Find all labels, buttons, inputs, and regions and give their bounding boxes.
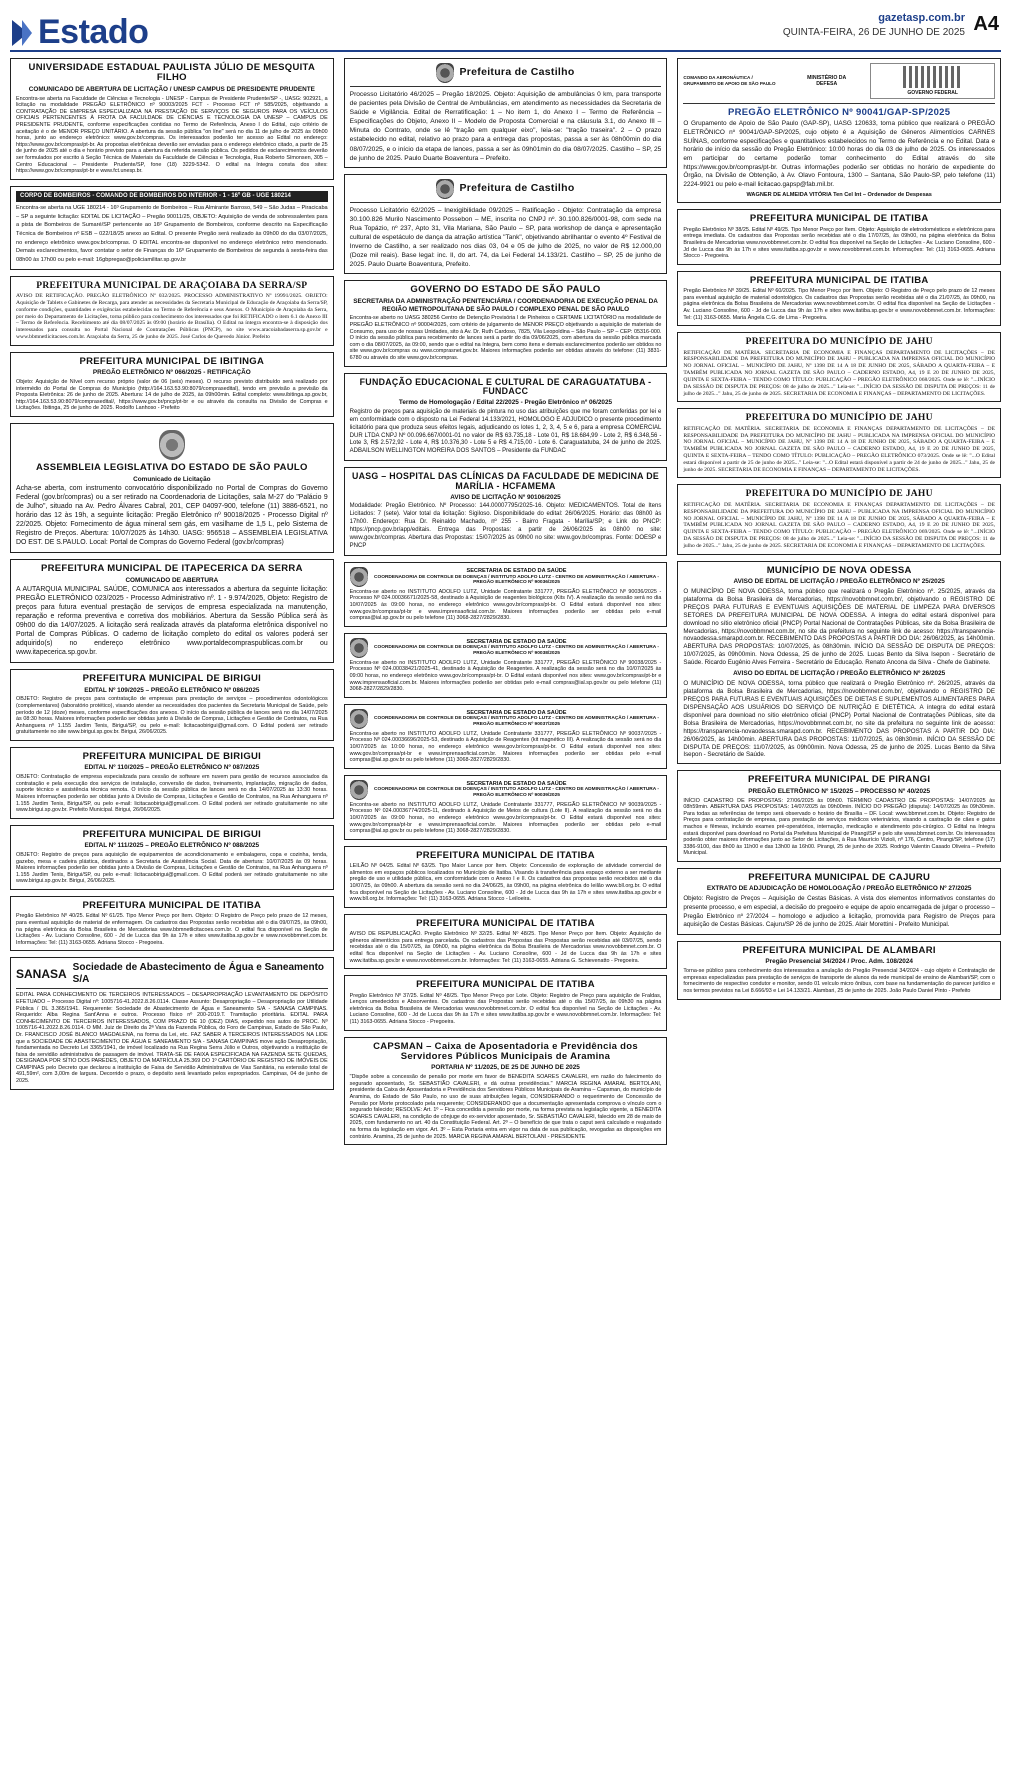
- notice-header: [350, 709, 662, 729]
- legal-notice: [344, 373, 668, 462]
- government-seal: [870, 63, 995, 99]
- notice-title: Prefeitura de Castilho: [459, 181, 575, 194]
- section-title: Estado: [38, 13, 149, 51]
- notice-header: [683, 63, 995, 104]
- notice-body: Encontra-se aberta na UGE 180214 - 16º Grupamento de Bombeiros – Rua Almirante Barroso, 549 – São Judas – Piracicaba – SP a seguinte licitação: EDITAL DE LICITAÇÃO – Pregão 90011/25, OBJETO: Aquisição de venda de sobressalentes para a pista de Bombeiros de Sumaré/SP pertencente ao 16º Grupamento de Bombeiros, conforme descrito na Especificação Técnica de Bombeiros nº ESB – 022/18/25 anexo ao Edital. O presente Pregão será realizado às 09h00 do dia 03/07/2025, no endereço eletrônico www.gov.br/compras. O EDITAL encontra-se disponível no endereço eletrônico retro mencionado. Demais esclarecimentos, favor contatar o setor de Finanças do 16º Grupamento de Bombeiros de segunda à sexta-feira das 08h00 às 17h00 ou pelo e-mail: 16gbpregao@policiamilitar.sp.gov.br: [16, 205, 328, 264]
- notice-body: Encontra-se aberto no INSTITUTO ADOLFO LUTZ, Unidade Contratante 331777, PREGÃO ELETRÔNICO Nº 90036/2025 - Processo Nº 024.00036671/2025-58, destinado à Aquisição de reagentes biológicos (Kits IV). A realização da sessão será no dia 10/07/2025 às 09:00 horas, no endereço eletrônico www.gov.br/compras/pt-br. O Edital estará disponível nos sites: www.gov.br/compras/pt-br e www.imprensaoficial.com.br. Maiores informações poderão ser obtidas pelo e-mail compras@ial.sp.gov.br ou pelo telefone (11) 3068-2827/2829/2830.: [349, 588, 662, 622]
- notice-body: Pregão Eletrônico Nº 38/25. Edital Nº 49/25. Tipo Menor Preço por Item. Objeto: Aquisição de eletrodomésticos e eletrônicos para entrega imediata. Os cadastros das Propostas serão recebidas até o dia 17/07/25, às 09h00, na página eletrônica da Bolsa Brasileira de Mercadorias www.novobbmnet.com.br. O edital fica disponível na Seção de Licitações - Av. Luciano Consoline, 600 - Jd de Lucca das 9h às 17h e sites www.itatiba.sp.gov.br e www.novobbmnet.com.br. Informações: Tel: (11) 3163-0655. Adriana Stocco - Pregoeira.: [683, 226, 996, 260]
- legal-notice: [344, 975, 668, 1030]
- notice-title: PREGÃO ELETRÔNICO Nº 90041/GAP-SP/2025: [728, 107, 951, 118]
- notice-heading: [372, 710, 662, 727]
- notice-title: PREFEITURA MUNICIPAL DE ITATIBA: [416, 917, 595, 929]
- state-crest-icon: [350, 709, 368, 729]
- notice-body: "Dispõe sobre a concessão de pensão por morte em favor de BENEDITA SOARES CAVALERI, em razão do falecimento do segurado aposentado, Sr. SEBASTIÃO CAVALERI, e dá outras providências." MARCIA REGINA AMARAL BERTOLANI, presidente da Caixa de Aposentadoria e Previdência dos Servidores Públicos Municipais de Aramina – Capsman, do município de Aramina, do Estado de São Paulo, no uso de suas atribuições legais, CONSIDERANDO o requerimento de Concessão de Pensão por Morte protocolado pela requerente; CONSIDERANDO que a documentação apresentada comprova o vínculo com o segurado falecido; RESOLVE: Art. 1º – Fica concedida a pensão por morte, na forma prevista na legislação vigente, a BENEDITA SOARES CAVALERI, na condição de cônjuge do ex-servidor aposentado, Sr. SEBASTIÃO CAVALERI, falecido em 28 de maio de 2025, com fundamento no art. 40 da Constituição Federal. Art. 2º – O benefício de que trata o caput será calculado e reajustado na forma da legislação em vigor. Art. 3º – Esta Portaria entra em vigor na data de sua publicação, revogadas as disposições em contrário. Aramina, 25 de junho de 2025. MARCIA REGINA AMARAL BERTOLANI - PRESIDENTE: [349, 1074, 662, 1140]
- notice-body: Torna-se público para conhecimento dos interessados a anulação do Pregão Presencial 34/2024 - cujo objeto é Contratação de empresas especializadas para prestação de serviços de transporte de alunos da rede municipal de ensino de Alambari/SP, com o fornecimento de respectivo condutor e monitor, sendo 01 veículo micro ônibus, com base na fundamentação do parecer jurídico e nos termos previstos na Lei 8.666/93 e Lei 14.133/21. Alambari, 25 de junho de 2025. João Paulo Daniel Pinto - Prefeito: [683, 968, 996, 994]
- notice-title: PREFEITURA MUNICIPAL DE ITAPECERICA DA SERRA: [40, 563, 303, 575]
- notice-body: Acha-se aberta, com instrumento convocatório disponibilizado no Portal de Compras do Governo Federal (gov.br/compras) ou a ser retirado na Coordenadoria de Licitações, sala M-27 do "Palácio 9 de Julho", situado na Av. Pedro Álvares Cabral, 201, CEP 04097-900, telefone (11) 3886-6521, no horário das 12 às 19h, a seguinte licitação: Pregão Eletrônico nº 90018/2025 - Processo Digital nº 22/2025. Objeto: Fornecimento de água mineral sem gás, em vasilhame de 1,5 L, pelo Sistema de Registro de Preços. Abertura: 10/07/2025 às 14h30. UASG: 956518 – ASSEMBLEIA LEGISLATIVA DO EST. DE S.PAULO. Local: Portal de Compras do Governo Federal (gov.br/compras): [16, 485, 328, 547]
- notice-body: Modalidade: Pregão Eletrônico. Nº Processo: 144.00007795/2025-16. Objeto: MEDICAMENTOS. Total de Itens Licitados: 7 (sete). Valor total da licitação: Sigiloso. Disponibilidade do edital: 26/06/2025. Horário: das 08h00 às 17h00. Endereço: Rua Dr. Reinaldo Machado, nº 255 - Bairro Fragata - Marília/SP; e Link do PNCP: https://pncp.gov.br/app/editais. Entrega das Propostas: a partir de 26/06/2025 às 08h00 no site: www.gov.br/compras. Abertura das Propostas: 15/07/2025 às 09h00 no site: www.gov.br/compras. Fonte: DOESP e PNCP: [349, 503, 662, 549]
- notice-title: ASSEMBLEIA LEGISLATIVA DO ESTADO DE SÃO PAULO: [35, 462, 308, 474]
- notice-body: Encontra-se aberto no UASG 380256 Centro de Detenção Provisória I de Pinheiros o CERTAME LICITATÓRIO na modalidade de PREGÃO ELETRÔNICO nº 90004/2025, com critério de julgamento de MENOR PREÇO objetivando a aquisição de materiais de Consumo, para uso de nossas Unidades, sito à Av. Dr. Ruth Cardoso, 7825, Vila Leopoldina – São Paulo – SP – CEP: 05316-000. O início da sessão pública para recebimento de lances será a partir do dia 09/06/2025, com abertura da sessão pública marcada com o dia 08/07/2025, às 09:00, sendo que o edital na íntegra, bem como itens e demais esclarecimentos poderão ser obtidos no site www.gov.br/compras ou www.comprasnet.gov.br. Maiores informações poderão ser obtidas através do telefone: (11) 3831-6780 ou através do site www.gov.br/compras.: [349, 315, 662, 362]
- notice-title: MUNICÍPIO DE NOVA ODESSA: [766, 564, 912, 576]
- legal-notice: [677, 484, 1001, 554]
- notice-body: A AUTARQUIA MUNICIPAL SAÚDE, COMUNICA aos interessados a abertura da seguinte licitação: PREGÃO ELETRÔNICO 023/2025 - Processo Administrativo nº. 1 - 9.974/2025, Objeto: Registro de preços para futura eventual prestação de serviços de empresa especializada na manutenção, reparação e reforma preventiva e corretiva dos mobiliários. Abertura da Sessão Pública será às 09h00 do dia 14/07/2025. A licitação será realizada através da plataforma eletrônica disponível no Portal de Compras Públicas. O caderno de licitação completo do edital os valores poderá ser adquirido(s) no endereço eletrônico www.portaldecompraspublicas.com.br ou www.itapecerica.sp.gov.br.: [16, 586, 328, 657]
- notice-body: Processo Licitatório 46/2025 – Pregão 18/2025. Objeto: Aquisição de ambulâncias 0 km, para transporte de pacientes pela Divisão de Central de Ambulâncias, em atendimento as necessidades da Secretaria de Saúde e Vigilância. Edital de Rerratificação: 1 – No item 1, do Anexo I – Termo de Referência – Especificações do Objeto, Anexo II – Modelo de Proposta Comercial e na cláusula 3.1, do Anexo III – Minuta do Contrato, onde se lê "tração em qualquer eixo", leia-se: "tração traseira". 2 – O prazo estabelecido no edital, relativo ao prazo para a entrega das propostas, passa a ser às 08h00min do dia 08/07/2025, e o início da etapa de lances, passa a ser às 09h01min do dia 08/07/2025. Castilho – SP, 25 de junho de 2025. Paulo Duarte Boaventura – Prefeito.: [349, 91, 662, 162]
- notice-body: LEILÃO Nº 04/25. Edital Nº 63/25. Tipo Maior Lance por Item. Objeto: Concessão de exploração de atividade comercial de alimentos em espaços públicos localizados no Município de Itatiba. Visando à transferência para espaço externo a ser mediante pregão de uso e utilidade pública, em conformidade com o Anexo I e II. Os cadastros das propostas serão recebidos até o dia 10/07/25, às 09h00. A abertura da sessão será no dia 24/06/25, às 09h00, na página eletrônica do leilão www.bll.org.br. O edital fica disponível na Seção de Licitações - Av. Luciano Consoline, 600 - Jd de Lucca das 9h às 17h e sites www.itatiba.sp.gov.br e www.bll.org.br. Informações: Tel: (11) 3163-0655. Adriana Stocco - Leiloeira.: [349, 863, 662, 903]
- notice-title: UASG – HOSPITAL DAS CLÍNICAS DA FACULDADE DE MEDICINA DE MARÍLIA - HCFAMEMA: [351, 471, 660, 491]
- legal-notice: [677, 58, 1001, 203]
- legal-notice: [10, 825, 334, 890]
- notice-header: [350, 638, 662, 658]
- notice-body: EDITAL PARA CONHECIMENTO DE TERCEIROS INTERESSADOS – DESAPROPRIAÇÃO LEVANTAMENTO DE DEPÓSITO EFETUADO – Processo Digital nº: 1005716-41.2022.8.26.0114. Classe Assunto: Desapropriação – Desapropriação por Utilidade Pública / DL 3.365/1941. Requerente: Sociedade de Abastecimento de Água e Saneamento S/A - SANASA CAMPINAS. Requerido: Alba Regina Sant'Anna e outros. Processo físico nº 200-2019.T. Tramitação prioritária. EDITAL PARA CONHECIMENTO DE TERCEIROS INTERESSADOS, COM PRAZO DE 10 (DEZ) DIAS, expedido nos autos do PROC. Nº 1005716-41.2022.8.26.0114. O MM. Juiz de Direito da 2ª Vara da Fazenda Pública, do Foro de Campinas, Estado de São Paulo, Dr. FRANCISCO JOSÉ BLANCO MAGDALENA, na forma da Lei, etc. FAZ SABER A TERCEIROS INTERESSADOS NA LIDE que a SOCIEDADE DE ABASTECIMENTO DE ÁGUA E SANEAMENTO S/A - SANASA CAMPINAS move ação Desapropriação, fundamentada no Decreto Lei 3365/1941, de imóvel localizado na Rua Regina Serra Júlio e Outros, objetivando a instituição de faixa de servidão administrativa de passagem de imóvel. TRATA-SE DE FAIXA ESPECIFICADA NA FAZENDA SETE QUEDAS, DESIGNADA POR SÍTIO DOS PAREDES, OBJETO DA MATRÍCULA 25.369 DO 1º CARTÓRIO DE REGISTRO DE IMÓVEIS DE CAMPINAS pelo Decreto que declarou a instituição de Faixa de Servidão Administrativa de Vias Sanitária, na extensão total de 491,59m², com 3,00m de largura. Decorrido o prazo, o depósito será levantado pelos expropriados. Campinas, 04 de junho de 2025.: [16, 992, 328, 1085]
- notice-title: PREFEITURA MUNICIPAL DE ITATIBA: [416, 849, 595, 861]
- notice-subtitle: AVISO DE EDITAL DE LICITAÇÃO / PREGÃO ELETRÔNICO Nº 25/2025: [733, 578, 945, 585]
- notice-body-2: O MUNICÍPIO DE NOVA ODESSA, torna público que realizará o Pregão Eletrônico nº. 26/2025, através da plataforma da Bolsa Brasileira de Mercadorias, https://novobbmnet.com.br/, objetivando o REGISTRO DE PREÇOS PARA FUTURAS E EVENTUAIS AQUISIÇÕES DE DIETAS E SUPLEMENTOS ALIMENTARES PARA DISPENSAÇÃO AOS USUÁRIOS DO SERVIÇO DE NUTRIÇÃO E DIETÉTICA. A íntegra do edital estará disponível para download no sítio eletrônico oficial (PNCP) Portal Nacional de Contratações Públicas, site da Bolsa Brasileira de Mercadorias, https://novobbmnet.com.br, no site da prefeitura no seguinte link de acesso: https://transparencia-novaodessa.smarapd.com.br. RECEBIMENTO DAS PROPOSTAS A PARTIR DO DIA: 26/06/2025, às 14h00min. ABERTURA DAS PROPOSTAS: 11/07/2025, às 08h30min. INÍCIO DA SESSÃO DE DISPUTA DE PREÇOS: 11/07/2025, às 09h00min. Nova Odessa, 25 de junho de 2025. Lucas Bento da Silva Isepon - Secretário de Saúde.: [683, 680, 996, 759]
- notice-title: PREFEITURA MUNICIPAL DE CAJURU: [748, 871, 931, 883]
- state-crest-icon: [350, 780, 368, 800]
- column-middle: [344, 58, 668, 1780]
- ministry-name: MINISTÉRIO DA DEFESA: [807, 74, 847, 87]
- notice-subtitle: SECRETARIA DA ADMINISTRAÇÃO PENITENCIÁRIA / COORDENADORIA DE EXECUÇÃO PENAL DA REGIÃO METROPOLITANA DE SÃO PAULO / COMPLEXO PENAL DE SÃO PAULO: [353, 297, 658, 313]
- legal-notice: [344, 704, 668, 769]
- government-label: GOVERNO FEDERAL: [907, 89, 958, 96]
- notice-title: Prefeitura de Castilho: [459, 66, 575, 79]
- notice-body: RETIFICAÇÃO DE MATÉRIA. SECRETARIA DE ECONOMIA E FINANÇAS DEPARTAMENTO DE LICITAÇÕES – DE RESPONSABILIDADE DA PREFEITURA DO MUNICÍPIO DE JAHU – PUBLICADA NA IMPRENSA OFICIAL DO MUNICÍPIO NO JORNAL OFICIAL – MUNICÍPIO DE JAHU, Nº 1398 DE 14 A 18 DE JUNHO DE 2025, SÁBADO A QUARTA-FEIRA – E TAMBÉM PUBLICADA NO JORNAL GAZETA DE SÃO PAULO – CADERNO ESTADO, A4, 19 E 20 DE JUNHO DE 2025, QUINTA E SEXTA-FEIRA – TENDO COMO TÍTULO: PUBLICAÇÃO – PREGÃO ELETRÔNICO 069/2025. Onde se lê: "...INÍCIO DA SESSÃO DE DISPUTA DE PREÇOS: 08 de julho de 2025..." Leia-se: "...INÍCIO DA SESSÃO DE DISPUTA DE PREÇOS: 11 de julho de 2025..." Jahu, 25 de junho de 2025. SECRETARIA DE ECONOMIA E FINANÇAS – DEPARTAMENTO DE LICITAÇÕES.: [683, 501, 996, 549]
- notice-subtitle: EXTRATO DE ADJUDICAÇÃO DE HOMOLOGAÇÃO / PREGÃO ELETRÔNICO Nº 27/2025: [706, 885, 972, 893]
- notice-body: OBJETO: Registro de preços para contratação de empresas para prestação de serviços – procedimentos odontológicos (complementares) (laboratório protético), visando atender as necessidades dos pacientes da Secretaria Municipal de Saúde, pelo período de 12 (doze) meses, conforme especificações dos anexos. O início da sessão pública de lances será no dia 14/07/2025 às 08:30 horas. Maiores informações poderão ser obtidas junto à Divisão de Compras, Licitações e Gestão de Contratos, na Rua Anhanguera nº 1.155 Jardim Tenis, Birigui/SP, ou pelo e-mail: licitacaobirigui@gmail.com. O Edital poderá ser retirado gratuitamente no site www.birigui.sp.gov.br. Birigui, 26/06/2025.: [16, 696, 328, 736]
- notice-header: [350, 567, 662, 587]
- city-crest-icon: [436, 63, 454, 83]
- notice-subtitle: EDITAL Nº 110/2025 – PREGÃO ELETRÔNICO Nº 087/2025: [84, 764, 260, 772]
- notice-subtitle: COMUNICADO DE ABERTURA: [125, 576, 219, 584]
- page-number: A4: [973, 13, 999, 35]
- legal-notice: [10, 352, 334, 417]
- notice-title: GOVERNO DO ESTADO DE SÃO PAULO: [410, 284, 601, 296]
- notice-body: AVISO DE REPUBLICAÇÃO. Pregão Eletrônico Nº 32/25. Edital Nº 48/25. Tipo Menor Preço por Item. Objeto: Aquisição de gêneros alimentícios para entrega parcelada. Os cadastros das Propostas das Propostas serão recebidas até 03/07/25, sendo recebidas até o dia 15/07/25, às 09h00, na página eletrônica da Bolsa Brasileira de Mercadorias www.novobbmnet.com.br. O edital fica disponível na Seção de Licitações - Av. Luciano Consoline, 600 - Jd de Lucca das 9h às 17h e sites www.itatiba.sp.gov.br e www.novobbmnet.com.br. Informações: Tel: (11) 3163-0655. Adriana G. Schievenatto - Pregoeira.: [349, 931, 662, 964]
- notice-title: PREFEITURA MUNICIPAL DE BIRIGUI: [82, 828, 262, 840]
- site-url[interactable]: gazetasp.com.br: [878, 12, 965, 24]
- legal-notice: [10, 423, 334, 553]
- notice-subtitle: COORDENADORIA DE CONTROLE DE DOENÇAS / INSTITUTO ADOLFO LUTZ - CENTRO DE ADMINISTRAÇÃO / ABERTURA - PREGÃO ELETRÔNICO Nº 90036/2025: [374, 574, 659, 586]
- legal-notice: [10, 669, 334, 741]
- legal-notice: [10, 747, 334, 819]
- legal-notice: [344, 775, 668, 840]
- notice-body: RETIFICAÇÃO DE MATÉRIA. SECRETARIA DE ECONOMIA E FINANÇAS DEPARTAMENTO DE LICITAÇÕES – DE RESPONSABILIDADE DA PREFEITURA DO MUNICÍPIO DE JAHU – PUBLICADA NA IMPRENSA OFICIAL DO MUNICÍPIO NO JORNAL OFICIAL – MUNICÍPIO DE JAHU, Nº 1398 DE 14 A 18 DE JUNHO DE 2025, SÁBADO A QUARTA-FEIRA – E TAMBÉM PUBLICADA NO JORNAL GAZETA DE SÃO PAULO – CADERNO ESTADO, A4, 19 E 20 DE JUNHO DE 2025, QUINTA E SEXTA-FEIRA – TENDO COMO TÍTULO: PUBLICAÇÃO – PREGÃO ELETRÔNICO 073/2025. Onde se lê: "...O Edital estará disponível a partir de 25 de junho de 2025..." Leia-se: "...O Edital estará disponível a partir de 24 de junho de 2025..." Jahu, 25 de junho de 2025. SECRETARIA DE ECONOMIA E FINANÇAS – DEPARTAMENTO DE LICITAÇÕES.: [683, 425, 996, 473]
- notice-subtitle: COMUNICADO DE ABERTURA DE LICITAÇÃO / UNESP CAMPUS DE PRESIDENTE PRUDENTE: [28, 85, 315, 93]
- notice-title: PREFEITURA MUNICIPAL DE ALAMBARI: [742, 944, 936, 956]
- notice-header: [350, 63, 662, 87]
- city-crest-icon: [436, 179, 454, 199]
- notice-heading: [372, 568, 662, 585]
- notice-subtitle: EDITAL Nº 111/2025 – PREGÃO ELETRÔNICO Nº 088/2025: [84, 842, 260, 850]
- notice-header: [350, 780, 662, 800]
- notice-body: Pregão Eletrônico Nº 39/25. Edital Nº 60/2025. Tipo Menor Preço por Item. Objeto: O Registro de Preço pelo prazo de 12 meses para eventual aquisição de material odontológico. Os cadastros das Propostas serão recebidas até o dia 21/07/25, às 09h00, na página eletrônica da Bolsa Brasileira de Mercadorias www.novobbmnet.com.br. O edital fica disponível na Seção de Licitações - Av. Luciano Consoline, 600 - Jd de Lucca das 9h às 17h e sites www.itatiba.sp.gov.br e www.novobbmnet.com.br. Informações: Tel: (11) 3163-0655. Maria Ângela C.G. de Lima - Pregoeira.: [683, 288, 996, 321]
- legal-notice: [677, 209, 1001, 264]
- notice-header: [16, 962, 328, 989]
- legal-notice: [677, 868, 1001, 935]
- legal-notice: [10, 58, 334, 180]
- legal-notice: [344, 633, 668, 698]
- notice-title: PREFEITURA MUNICIPAL DE BIRIGUI: [82, 673, 262, 685]
- legal-notice: [677, 408, 1001, 478]
- state-crest-icon: [159, 430, 185, 460]
- notice-title: SECRETARIA DE ESTADO DA SAÚDE: [466, 639, 567, 646]
- notice-subtitle: Pregão Presencial 34/2024 / Proc. Adm. 108/2024: [765, 958, 913, 966]
- notice-title: PREFEITURA MUNICIPAL DE ITATIBA: [749, 213, 929, 225]
- newspaper-logo: [12, 12, 148, 53]
- notice-body: Encontra-se aberto no INSTITUTO ADOLFO LUTZ, Unidade Contratante 331777, PREGÃO ELETRÔNICO Nº 90038/2025 - Processo Nº 024.00038421/2025-41, destinado à Aquisição de Reagentes. A realização da sessão será no dia 10/07/2025 às 09:00 horas, no endereço eletrônico www.gov.br/compras/pt-br. O Edital estará disponível nos sites: www.gov.br/compras/pt-br e www.imprensaoficial.com.br. Maiores informações poderão ser obtidas pelo e-mail compras@ial.sp.gov.br ou pelo telefone (11) 3068-2827/2829/2830.: [349, 659, 662, 693]
- notice-body: Pregão Eletrônico Nº 37/25. Edital Nº 48/25. Tipo Menor Preço por Lote. Objeto: Registro de Preço para aquisição de Fraldas, Lenços umedecidos e Absorventes. Os cadastros das Propostas serão recebidas até o dia 15/07/25, às 09h30 na página eletrônica da Bolsa Brasileira de Mercadorias www.novobbmnet.com.br. O edital fica disponível na Seção de Licitações - Av. Luciano Consoline, 600 - Jd de Lucca das 9h às 17h e sites www.itatiba.sp.gov.br e www.novobbmnet.com.br. Informações: Tel: (11) 3163-0655. Adriana Stocco - Pregoeira.: [349, 992, 662, 1025]
- notice-body: INÍCIO CADASTRO DE PROPOSTAS: 27/06/2025 às 09h00. TÉRMINO CADASTRO DE PROPOSTAS: 14/07/2025 às 08h59min. ABERTURA DAS PROPOSTAS: 14/07/2025 às 09h00min. INÍCIO DO PREGÃO (disputa): 14/07/2025 às 09h30min. Para todas as referências de tempo será observado o horário de Brasília – DF. Local: www.bbmnet.com.br. Objeto: Registro de Preços para contratação de empresa, para prestação de serviços médicos veterinários, visando a castração de cães e gatos machos e fêmeas, incluindo exames pré-operatórios, internação, medicação e atendimento pós-cirúrgico. O Edital na íntegra estará disponível para download no Portal da Prefeitura Municipal de Pirangi/SP e pelo site www.bbmnet.com.br. Os interessados poderão obter maiores informações junto ao Setor de Licitações, à Rua Maurício Vizioli, nº 176, Centro, Pirangi/SP, telefone (17) 3386-9100, das 8h00 às 11h00 e das 13h00 às 16h00. Pirangi, 25 de junho de 2025. Rodrigo Valentin Casado Oliveira – Prefeito Municipal.: [683, 797, 996, 857]
- notice-subtitle: PORTARIA Nº 11/2025, DE 25 DE JUNHO DE 2025: [431, 1064, 580, 1072]
- legal-notice: [344, 467, 668, 556]
- column-left: [10, 58, 334, 1780]
- notice-title: PREFEITURA MUNICIPAL DE IBITINGA: [79, 355, 265, 367]
- ad-columns: [10, 58, 1001, 1780]
- legal-notice: [10, 186, 334, 270]
- notice-body: Registro de preços para aquisição de materiais de pintura no uso das atribuições que me foram conferidas por lei e em conformidade com o disposto na Lei Federal 14.133/2021, HOMOLOGO E ADJUDICO o presente procedimento licitatório para que produza seus efeitos legais, adjudicando os lotes 1, 2, 3, 4, 5 e 6, para a empresa COMERCIAL DUR LTDA CNPJ Nº 00.096.667/0001-01 no valor de R$ 63.735,18 - Lote 01, R$ 18.684,99 - Lote 2, R$ 6.348,56 - Lote 3, R$ 2.572,92 - Lote 4, R$ 10.376,30 - Lote 5 e R$ 4.715,00 - Lote 6. Caraguatatuba, 24 de junho de 2025. ADBAILSON WELLINGTON MOREIRA DOS SANTOS – Presidente da FUNDAC: [349, 408, 662, 455]
- notice-body: Processo Licitatório 62/2025 – Inexigibilidade 09/2025 – Ratificação - Objeto: Contratação da empresa 30.100.826 Murilo Nascimento Possebon – ME, inscrita no CNPJ nº. 30.100.826/0001-98, com sede na Rua Topázio, nº 237, Apto 31, Vila Mariana, São Paulo – SP, para workshop de dança e apresentação cultural de espetáculo de dança da atração artística "Tank", objetivando abrilhantar o evento 4º Festival de Inverno de Castilho, a ser realizado nos dias 03, 04 e 05 de julho de 2025, no valor de R$ 12.000,00 (Doze mil reais). Base legal: inc. II, do art. 74, da Lei Federal 14.133/21. Castilho – SP, 25 de junho de 2025. Paulo Duarte Boaventura, Prefeito.: [349, 206, 662, 269]
- notice-body: OBJETO: Registro de preços para aquisição de equipamentos de acondicionamento e embalagens, copa e cozinha, tenda, gazebo, mesa e cadeira plástica, destinados a Secretaria de Assistência Social. Data de abertura: 10/07/2025 às 09 horas. Maiores informações poderão ser obtidas junto à Divisão de Compras, Licitações e Gestão de Contratos, na Rua Anhanguera nº 1.155 Jardim Tenis, Birigui/SP, ou pelo e-mail: licitacaobirigui@gmail.com. O Edital poderá ser retirado gratuitamente no site www.birigui.sp.gov.br. Birigui, 26/06/2025.: [16, 851, 328, 885]
- legal-notice: [677, 770, 1001, 862]
- notice-body: O Grupamento de Apoio de São Paulo (GAP-SP), UASG 120633, torna público que realizará o PREGÃO ELETRÔNICO nº 90041/GAP-SP/2025, cujo objeto é a Aquisição de Gêneros Alimentícios CARNES SUÍNAS, conforme especificações e quantitativos estabelecidos no Termo de Referência e no Edital. Data e horário de início da sessão do Pregão Eletrônico: 10:00 horas do dia 03 de julho de 2025. Os interessados em participar do certame poderão tomar conhecimento do Edital através do site https://www.gov.br/compras/pt-br. Outras informações poderão ser obtidas no horário de expediente do Órgão, na Divisão de Obtenção, à Av. Olavo Fontoura, 1300 – Santana, São Paulo-SP, pelo telefone (11) 2224-9921 ou pelo e-mail licitacao.gapsp@fab.mil.br.: [683, 120, 996, 188]
- notice-title: PREFEITURA MUNICIPAL DE ITATIBA: [82, 899, 262, 911]
- legal-notice: [344, 1037, 668, 1146]
- notice-title: PREFEITURA DO MUNICÍPIO DE JAHU: [745, 337, 933, 348]
- notice-heading: [372, 639, 662, 656]
- notice-title: PREFEITURA DO MUNICÍPIO DE JAHU: [745, 413, 933, 424]
- notice-title: FUNDAÇÃO EDUCACIONAL E CULTURAL DE CARAGUATATUBA - FUNDACC: [359, 376, 652, 397]
- notice-title: PREFEITURA MUNICIPAL DE PIRANGI: [748, 774, 931, 786]
- notice-heading: [372, 781, 662, 798]
- legal-notice: [344, 58, 668, 168]
- notice-title: UNIVERSIDADE ESTADUAL PAULISTA JÚLIO DE MESQUITA FILHO: [28, 62, 316, 84]
- column-right: [677, 58, 1001, 1780]
- legal-notice: [677, 271, 1001, 326]
- legal-notice: [344, 562, 668, 627]
- legal-notice: [344, 280, 668, 366]
- legal-notice: [677, 941, 1001, 1000]
- notice-subtitle: PREGÃO ELETRÔNICO Nº 066/2025 - RETIFICAÇÃO: [92, 369, 251, 377]
- masthead: [10, 8, 1001, 52]
- notice-title: SECRETARIA DE ESTADO DA SAÚDE: [466, 568, 567, 575]
- notice-title: PREFEITURA MUNICIPAL DE BIRIGUI: [82, 750, 262, 762]
- legal-notice: [677, 332, 1001, 402]
- notice-title: PREFEITURA DO MUNICÍPIO DE JAHU: [745, 489, 933, 500]
- state-crest-icon: [350, 567, 368, 587]
- legal-notice: [344, 914, 668, 969]
- notice-header: [350, 179, 662, 203]
- notice-title: CAPSMAN – Caixa de Aposentadoria e Previdência dos Servidores Públicos Municipais de Aramina: [373, 1040, 638, 1062]
- notice-subtitle: AVISO DE LICITAÇÃO Nº 90106/2025: [450, 493, 561, 501]
- legal-notice: [10, 896, 334, 951]
- notice-title: SECRETARIA DE ESTADO DA SAÚDE: [466, 710, 567, 717]
- notice-subtitle: PREGÃO ELETRÔNICO Nº 15/2025 – PROCESSO Nº 40/2025: [748, 787, 931, 795]
- notice-body: O MUNICÍPIO DE NOVA ODESSA, torna público que realizará o Pregão Eletrônico nº. 25/2025, através da plataforma da Bolsa Brasileira de Mercadorias, https://novobbmnet.com.br/, objetivando o REGISTRO DE PREÇOS PARA FUTURAS E EVENTUAIS AQUISIÇÕES DE MATERIAL DE LIMPEZA PARA DIVERSOS SETORES DA PREFEITURA MUNICIPAL DE NOVA ODESSA. A íntegra do edital estará disponível para download no sítio eletrônico oficial (PNCP) Portal Nacional de Contratações Públicas, site da Bolsa Brasileira de Mercadorias, https://novobbmnet.com.br, no site da prefeitura no seguinte link de acesso: https://transparencia-novaodessa.smarapd.com.br. RECEBIMENTO DAS PROPOSTAS A PARTIR DO DIA: 26/06/2025, às 14h00min. ABERTURA DAS PROPOSTAS: 10/07/2025, às 08h30min. INÍCIO DA SESSÃO DE DISPUTA DE PREÇOS: 10/07/2025, às 09h00min. Nova Odessa, 25 de junho de 2025. Lucas Bento da Silva Isepon - Secretário de Saúde. Ricardo Eugênio Alves Ferreira - Secretário de Educação. Renato Ancona da Silva - Chefe de Gabinete.: [683, 587, 996, 667]
- notice-title: Sociedade de Abastecimento de Água e Saneamento S/A: [72, 962, 325, 985]
- notice-subtitle: COORDENADORIA DE CONTROLE DE DOENÇAS / INSTITUTO ADOLFO LUTZ - CENTRO DE ADMINISTRAÇÃO / ABERTURA - PREGÃO ELETRÔNICO Nº 90039/2025: [374, 787, 659, 798]
- notice-title: PREFEITURA MUNICIPAL DE ARAÇOIABA DA SERRA/SP: [36, 280, 308, 291]
- notice-subtitle: EDITAL Nº 109/2025 – PREGÃO ELETRÔNICO Nº 086/2025: [84, 686, 260, 694]
- notice-body: Pregão Eletrônico Nº 40/25. Edital Nº 61/25. Tipo Menor Preço por Item. Objeto: O Registro de Preço pelo prazo de 12 meses, para eventual aquisição de material de enfermagem. Os cadastros das Propostas serão recebidas até o dia 09/07/25, às 09h00, na página eletrônica da Bolsa Brasileira de Mercadorias www.bbmnetlicitacoes.com.br. O edital fica disponível na Seção de Licitações - Av. Luciano Consoline, 600 - Jd de Lucca das 9h às 17h e sites www.itatiba.sp.gov.br e www.novobbmnet.com.br. Informações: Tel: (11) 3163-0655. Adriana Stocco - Pregoeira.: [16, 913, 328, 946]
- notice-body: Objeto: Registro de Preços – Aquisição de Cestas Básicas. A vista dos elementos informativos constantes do presente processo, e em especial, a decisão do pregoeiro e equipe de apoio encarregada de julgar o processo – Pregão Eletrônico nº 27/2024 – homologo e adjudico a licitação, promovida para Registro de Preços para aquisição de Cestas Básicas. Cajuru/SP 26 de junho de 2025. Alair Morettini - Prefeito Municipal.: [683, 895, 996, 929]
- notice-body: Encontra-se aberto no INSTITUTO ADOLFO LUTZ, Unidade Contratante 331777, PREGÃO ELETRÔNICO Nº 90037/2025 - Processo Nº 024.00036696/2025-53, destinado à Aquisição de Reagentes (kit magnético III). A realização da sessão será no dia 10/07/2025 às 10:00 horas, no endereço eletrônico www.gov.br/compras/pt-br. O Edital estará disponível nos sites: www.gov.br/compras/pt-br e www.imprensaoficial.com.br. Maiores informações poderão ser obtidas pelo e-mail compras@ial.sp.gov.br ou pelo telefone (11) 3068-2827/2829/2830.: [349, 730, 662, 764]
- agency-name: COMANDO DA AERONÁUTICA / GRUPAMENTO DE APOIO DE SÃO PAULO: [683, 75, 776, 86]
- notice-subtitle: Termo de Homologação / Edital 22/2025 - Pregão Eletrônico nº 06/2025: [398, 398, 613, 406]
- state-crest-icon: [350, 638, 368, 658]
- company-logo: [16, 967, 67, 982]
- notice-body: Objeto: Aquisição de Nível com recurso próprio (valor de 06 (seis) meses). O recurso previsto distribuído será realizado por intermédio do Portal de Compras do Município (http://164.163.53.90:8079/comprasedital), tendo em previsão a previsão da Proposta Eletrônica: 26 de junho de 2025. Abertura: 14 de julho de 2025, às 09h00min. Edital completo: www.ibitinga.sp.gov.br, http://164.163.53.90:8079/comprasedital/, https://www.gov.br/pncp/pt-br e ou através da consulta na Divisão de Compras e Licitações. Ibitinga, 25 de junho de 2025. Rodolfo Lanhoso - Prefeito: [16, 379, 328, 412]
- notice-body: AVISO DE RETIFICAÇÃO. PREGÃO ELETRÔNICO Nº 032/2025. PROCESSO ADMINISTRATIVO Nº 19991/2025. OBJETO: Aquisição de Tablets e Gabinetes de Recarga, para atender as necessidades da Secretaria Municipal de Educação de Araçoiaba da Serra/SP, conforme condições, quantidades e exigências estabelecidas no Termo de Referência e seus Anexos. O Município de Araçoiaba da Serra, por meio do Departamento de Licitações, torna público para conhecimento dos interessados que foi RETIFICADO o item 6.1 do Anexo III – Termo de Referência. Recebimento até dia 08/07/2025 às 09:00 (horário de Brasília). O Edital na íntegra encontra-se à disposição dos interessados para consulta no Portal Nacional de Contratações Públicas (PNCP), no site www.aracoiabadaserra.sp.gov.br e www.bbmnetlicitacoes.com.br. Araçoiaba da Serra, 25 de junho de 2025. José Carlos de Quevedo Júnior. Prefeito: [16, 293, 328, 341]
- notice-body: Encontra-se aberta na Faculdade de Ciências e Tecnologia - UNESP - Campus de Presidente Prudente/SP -, UASG: 902921, a licitação na modalidade PREGÃO ELETRÔNICO nº 90003/2025 FCT - Processo FCT nº 585/2025, objetivando a CONTRATAÇÃO DE EMPRESA ESPECIALIZADA NA PRESTAÇÃO DE SERVIÇOS DE SEGUROS PARA OS VEÍCULOS OFICIAIS PERTENCENTES À FROTA DA FACULDADE DE CIÊNCIAS E TECNOLOGIA DA UNESP – CAMPUS DE PRESIDENTE PRUDENTE, conforme especificações contidas no Termo de Referência, Anexo I do Edital, cujo critério de aceitação é o de MENOR PREÇO UNITÁRIO. A abertura da sessão pública "on line" será no dia 11 de julho de 2025 às 09h00 horas, junto ao endereço eletrônico: www.gov.br/compras. Os interessados poderão ter acesso ao Edital no endereço: https://www.gov.br/compras/pt-br. As propostas eletrônicas deverão ser enviadas para o endereço eletrônico citado, a partir de 25 de junho de 2025 até o dia e horário previsto para a abertura da referida sessão pública. Os pedidos de esclarecimentos deverão ser formulados por escrito à Seção Técnica de Materiais da Faculdade de Ciências e Tecnologia, Rua Roberto Símonsen, 305 – Centro Educacional – Presidente Prudente/SP, fone (18) 3229-5342. O edital na íntegra consta dos sites: https://www.gov.br/compras/pt-br e www.fct.unesp.br.: [16, 95, 328, 175]
- government-logo-icon: [903, 66, 963, 88]
- notice-subtitle: COORDENADORIA DE CONTROLE DE DOENÇAS / INSTITUTO ADOLFO LUTZ - CENTRO DE ADMINISTRAÇÃO / ABERTURA - PREGÃO ELETRÔNICO Nº 90037/2025: [374, 716, 659, 727]
- legal-notice: [10, 276, 334, 346]
- notice-subtitle-2: AVISO DO EDITAL DE LICITAÇÃO / PREGÃO ELETRÔNICO Nº 26/2025: [733, 670, 946, 678]
- notice-subtitle: Comunicado de Licitação: [133, 475, 211, 483]
- notice-title: CORPO DE BOMBEIROS - COMANDO DE BOMBEIROS DO INTERIOR - 1 - 16º GB - UGE 180214: [16, 191, 328, 202]
- legal-notice: [344, 846, 668, 908]
- masthead-meta: [783, 12, 999, 40]
- legal-notice: [10, 957, 334, 1089]
- legal-notice: [344, 174, 668, 275]
- notice-body: OBJETO: Contratação de empresa especializada para cessão de software em nuvem para gestão de recursos associados da contratação e pela execução dos serviços de instalação, conversão de dados, treinamento, implantação, migração de dados, suporte técnico e assistência técnica remota. O início da sessão pública de lances será no dia 14/07/2025 às 13:30 horas. Maiores informações poderão ser obtidas junto à Divisão de Compras, Licitações e Gestão de Contratos, na Rua Anhanguera nº 1.155 Jardim Tenis, Birigui/SP, ou pelo e-mail: licitacaobirigui@gmail.com. O Edital poderá ser retirado gratuitamente no site www.birigui.sp.gov.br. Prefeito Municipal. Birigui, 26/06/2025.: [16, 774, 328, 814]
- edition-date: QUINTA-FEIRA, 26 DE JUNHO DE 2025: [782, 27, 965, 39]
- legal-notice: [677, 561, 1001, 765]
- notice-body: RETIFICAÇÃO DE MATÉRIA. SECRETARIA DE ECONOMIA E FINANÇAS DEPARTAMENTO DE LICITAÇÕES – DE RESPONSABILIDADE DA PREFEITURA DO MUNICÍPIO DE JAHU – PUBLICADA NA IMPRENSA OFICIAL DO MUNICÍPIO NO JORNAL OFICIAL – MUNICÍPIO DE JAHU, Nº 1398 DE 14 A 18 DE JUNHO DE 2025, SÁBADO A QUARTA-FEIRA – E TAMBÉM PUBLICADA NO JORNAL GAZETA DE SÃO PAULO – CADERNO ESTADO, A4, 19 E 20 DE JUNHO DE 2025, QUINTA E SEXTA-FEIRA – TENDO COMO TÍTULO: PUBLICAÇÃO – PREGÃO ELETRÔNICO 068/2025. Onde se lê: "...INÍCIO DA SESSÃO DE DISPUTA DE PREÇOS: 08 de julho de 2025..." Leia-se: "...INÍCIO DA SESSÃO DE DISPUTA DE PREÇOS: 11 de julho de 2025..." Jahu, 25 de junho de 2025. SECRETARIA DE ECONOMIA E FINANÇAS – DEPARTAMENTO DE LICITAÇÕES.: [683, 349, 996, 397]
- notice-title: PREFEITURA MUNICIPAL DE ITATIBA: [749, 274, 929, 286]
- logo-arrow-secondary-icon: [22, 20, 32, 46]
- notice-title: PREFEITURA MUNICIPAL DE ITATIBA: [416, 979, 595, 991]
- notice-signature: WAGNER DE ALMEIDA VITÓRIA Ten Cel Int – Ordenador de Despesas: [746, 191, 932, 198]
- notice-body: Encontra-se aberto no INSTITUTO ADOLFO LUTZ, Unidade Contratante 331777, PREGÃO ELETRÔNICO Nº 90039/2025 - Processo Nº 024.00036774/2025-11, destinado à Aquisição de Meios de cultura (Lote II). A realização da sessão será no dia 10/07/2025 às 09:00 horas, no endereço eletrônico www.gov.br/compras/pt-br. O Edital estará disponível nos sites: www.gov.br/compras/pt-br e www.imprensaoficial.com.br. Maiores informações poderão ser obtidas pelo e-mail compras@ial.sp.gov.br ou pelo telefone (11) 3068-2827/2829/2830.: [349, 801, 662, 835]
- legal-notice: [10, 559, 334, 663]
- notice-title: SECRETARIA DE ESTADO DA SAÚDE: [466, 780, 567, 787]
- company-logo-text: SANASA: [16, 966, 67, 981]
- notice-subtitle: COORDENADORIA DE CONTROLE DE DOENÇAS / INSTITUTO ADOLFO LUTZ - CENTRO DE ADMINISTRAÇÃO / ABERTURA - PREGÃO ELETRÔNICO Nº 90038/2025: [374, 645, 659, 656]
